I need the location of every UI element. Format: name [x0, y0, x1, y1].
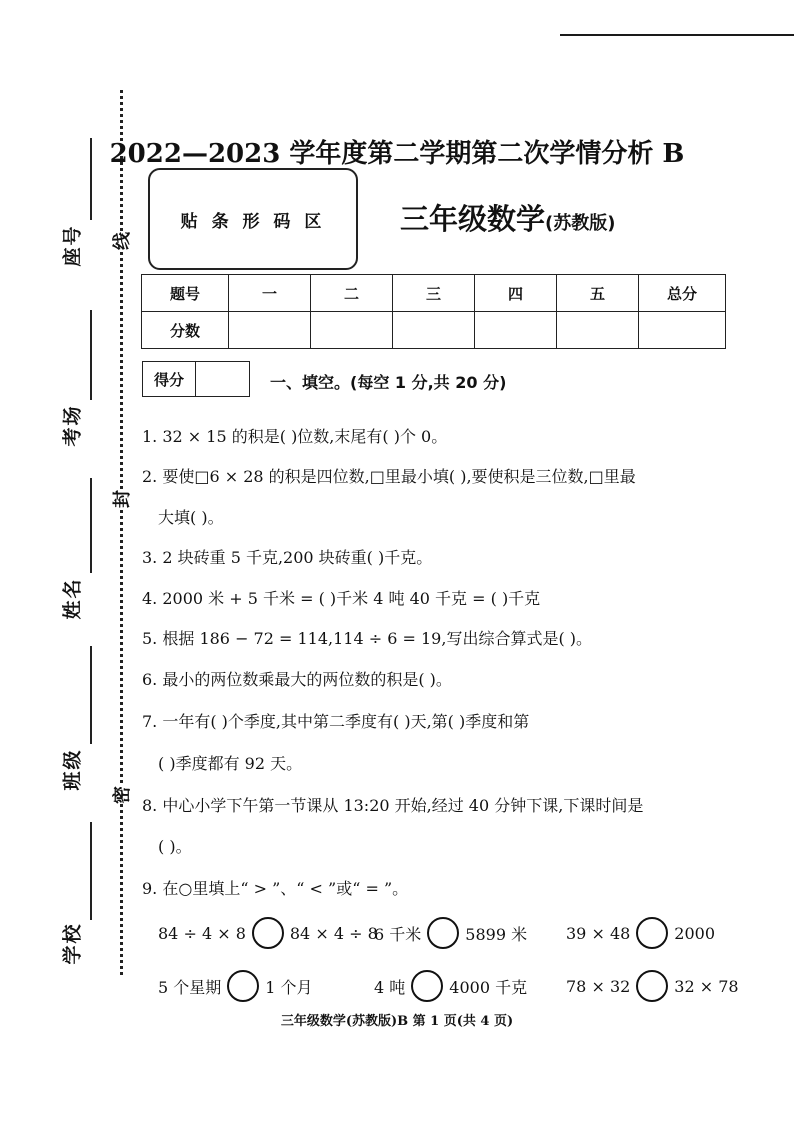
- score-header-cell: 五: [557, 275, 639, 312]
- score-table-score-row: [142, 312, 726, 349]
- compare-circle[interactable]: [636, 917, 668, 949]
- score-cell[interactable]: [639, 312, 726, 349]
- score-header-cell: 一: [229, 275, 311, 312]
- compare-circle[interactable]: [252, 917, 284, 949]
- subject-edition: (苏教版): [545, 213, 616, 234]
- score-table-header-row: [142, 275, 726, 312]
- page-footer: 三年级数学(苏教版)B 第 1 页(共 4 页): [280, 1014, 514, 1029]
- compare-item: [566, 917, 715, 949]
- seat-label: 座号: [61, 224, 84, 267]
- question-4: 4. 2000 米 + 5 千米 = ( )千米 4 吨 40 千克 = ( )千克: [142, 589, 541, 608]
- cut-mark-seal: 封: [108, 490, 134, 508]
- compare-circle[interactable]: [636, 970, 668, 1002]
- exam-title: 2022—2023 学年度第二学期第二次学情分析 B: [109, 139, 685, 169]
- compare-item: [566, 970, 739, 1002]
- binding-dotted-line: [120, 90, 123, 975]
- score-header-cell: 题号: [142, 275, 229, 312]
- compare-circle[interactable]: [227, 970, 259, 1002]
- compare-right: 32 × 78: [674, 976, 739, 996]
- score-row-label: 分数: [142, 312, 229, 349]
- compare-item: [158, 970, 313, 1002]
- compare-left: 39 × 48: [566, 923, 631, 943]
- score-cell[interactable]: [311, 312, 393, 349]
- cut-mark-line: 线: [108, 232, 134, 250]
- section-score-blank[interactable]: [196, 362, 249, 396]
- score-header-cell: 总分: [639, 275, 726, 312]
- cut-mark-secret: 密: [108, 786, 134, 804]
- compare-circle[interactable]: [427, 917, 459, 949]
- compare-item: [374, 970, 527, 1002]
- subject-main: 三年级数学: [400, 202, 546, 236]
- room-underline: [90, 310, 92, 400]
- question-8-line2: ( )。: [158, 837, 192, 856]
- question-7-line2: ( )季度都有 92 天。: [158, 754, 303, 773]
- question-1: 1. 32 × 15 的积是( )位数,末尾有( )个 0。: [142, 427, 448, 446]
- section-score-box: [142, 361, 250, 397]
- room-label: 考场: [61, 404, 84, 447]
- compare-left: 84 ÷ 4 × 8: [158, 923, 246, 943]
- question-7-line1: 7. 一年有( )个季度,其中第二季度有( )天,第( )季度和第: [142, 712, 530, 731]
- question-6: 6. 最小的两位数乘最大的两位数的积是( )。: [142, 670, 452, 689]
- question-2-line1: 2. 要使□6 × 28 的积是四位数,□里最小填( ),要使积是三位数,□里最: [142, 467, 636, 486]
- compare-left: 78 × 32: [566, 976, 631, 996]
- compare-right: 84 × 4 ÷ 8: [289, 923, 378, 943]
- class-underline: [90, 646, 92, 744]
- compare-right: 5899 米: [465, 924, 528, 944]
- school-underline: [90, 822, 92, 920]
- barcode-area: 贴 条 形 码 区: [148, 168, 358, 270]
- school-label: 学校: [61, 922, 84, 965]
- name-underline: [90, 478, 92, 573]
- score-cell[interactable]: [475, 312, 557, 349]
- name-label: 姓名: [61, 577, 84, 620]
- compare-left: 6 千米: [374, 924, 422, 944]
- compare-left: 4 吨: [374, 977, 406, 997]
- compare-item: [374, 917, 527, 949]
- score-cell[interactable]: [557, 312, 639, 349]
- compare-left: 5 个星期: [158, 977, 222, 997]
- score-header-cell: 四: [475, 275, 557, 312]
- score-table: [141, 274, 726, 349]
- compare-circle[interactable]: [411, 970, 443, 1002]
- compare-item: [158, 917, 378, 949]
- score-cell[interactable]: [393, 312, 475, 349]
- score-header-cell: 三: [393, 275, 475, 312]
- class-label: 班级: [61, 748, 84, 791]
- score-cell[interactable]: [229, 312, 311, 349]
- top-rule: [560, 34, 794, 36]
- compare-right: 1 个月: [265, 977, 313, 997]
- question-5: 5. 根据 186 − 72 = 114,114 ÷ 6 = 19,写出综合算式是( )。: [142, 629, 593, 648]
- question-9: 9. 在○里填上“ > ”、“ < ”或“ = ”。: [142, 879, 409, 898]
- score-header-cell: 二: [311, 275, 393, 312]
- section-score-label: 得分: [143, 362, 196, 396]
- question-8-line1: 8. 中心小学下午第一节课从 13:20 开始,经过 40 分钟下课,下课时间是: [142, 796, 644, 815]
- question-3: 3. 2 块砖重 5 千克,200 块砖重( )千克。: [142, 548, 433, 567]
- compare-right: 2000: [674, 923, 716, 943]
- question-2-line2: 大填( )。: [158, 508, 224, 527]
- subject-title: [400, 197, 615, 238]
- compare-right: 4000 千克: [449, 977, 528, 997]
- section-heading: 一、填空。(每空 1 分,共 20 分): [270, 373, 507, 392]
